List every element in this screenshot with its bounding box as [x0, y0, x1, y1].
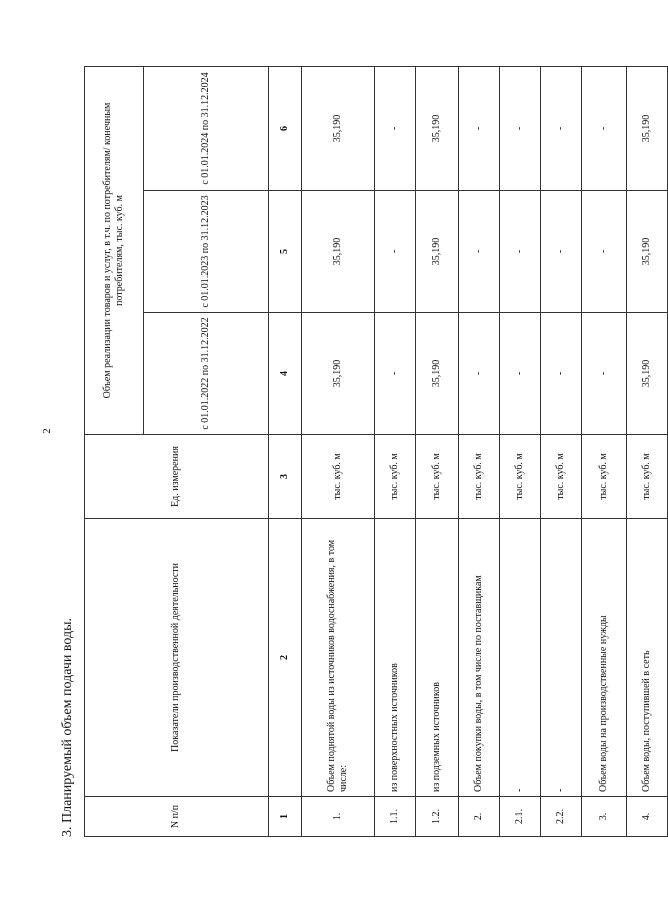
- row-unit: тыс. куб. м: [459, 435, 500, 519]
- row-value-2024: 35,190: [627, 66, 668, 190]
- table-row: [582, 66, 627, 836]
- section-heading: 3. Планируемый объем подачи воды.: [60, 617, 75, 837]
- column-number: 2: [269, 519, 302, 797]
- header-n: N п/п: [85, 797, 269, 837]
- table-row: [541, 66, 582, 836]
- row-value-2024: -: [375, 66, 416, 190]
- page-number: 2: [41, 428, 53, 434]
- header-period-2024: с 01.01.2024 по 31.12.2024: [144, 66, 269, 190]
- header-group: Объем реализации товаров и услуг, в т.ч. по потребителям/ конечным потребителям, тыс. куб. м: [85, 66, 144, 434]
- row-value-2023: -: [541, 191, 582, 313]
- row-value-2022: -: [541, 313, 582, 435]
- row-indicator: -: [541, 519, 582, 797]
- row-value-2024: 35,190: [416, 66, 459, 190]
- table-header-row: [85, 66, 144, 836]
- row-value-2024: 35,190: [302, 66, 375, 190]
- row-unit: тыс. куб. м: [500, 435, 541, 519]
- row-value-2023: -: [582, 191, 627, 313]
- row-value-2022: -: [375, 313, 416, 435]
- row-value-2024: -: [500, 66, 541, 190]
- table-row: [500, 66, 541, 836]
- column-number: 1: [269, 797, 302, 837]
- column-number: 3: [269, 435, 302, 519]
- table-row: [416, 66, 459, 836]
- header-indicator: Показатели производственной деятельности: [85, 519, 269, 797]
- row-unit: тыс. куб. м: [627, 435, 668, 519]
- row-number: 2.2.: [541, 797, 582, 837]
- header-unit: Ед. измерения: [85, 435, 269, 519]
- row-unit: тыс. куб. м: [541, 435, 582, 519]
- row-number: 4.: [627, 797, 668, 837]
- row-unit: тыс. куб. м: [302, 435, 375, 519]
- header-period-2022: с 01.01.2022 по 31.12.2022: [144, 313, 269, 435]
- column-number: 4: [269, 313, 302, 435]
- row-unit: тыс. куб. м: [416, 435, 459, 519]
- row-indicator: Объем покупки воды, в том числе по поставщикам: [459, 519, 500, 797]
- row-value-2024: -: [459, 66, 500, 190]
- row-number: 1.2.: [416, 797, 459, 837]
- row-indicator: из подземных источников: [416, 519, 459, 797]
- row-value-2024: -: [582, 66, 627, 190]
- row-value-2022: 35,190: [627, 313, 668, 435]
- row-indicator: Объем воды, поступившей в сеть: [627, 519, 668, 797]
- row-number: 2.1.: [500, 797, 541, 837]
- row-number: 1.: [302, 797, 375, 837]
- row-value-2023: 35,190: [302, 191, 375, 313]
- header-period-2023: с 01.01.2023 по 31.12.2023: [144, 191, 269, 313]
- row-value-2022: -: [459, 313, 500, 435]
- row-number: 3.: [582, 797, 627, 837]
- row-unit: тыс. куб. м: [375, 435, 416, 519]
- row-value-2022: -: [582, 313, 627, 435]
- row-value-2022: 35,190: [302, 313, 375, 435]
- row-indicator: -: [500, 519, 541, 797]
- table-row: [627, 66, 668, 836]
- table-row: [375, 66, 416, 836]
- column-number: 6: [269, 66, 302, 190]
- row-indicator: Объем поднятой воды из источников водоснабжения, в том числе:: [302, 519, 375, 797]
- row-value-2024: -: [541, 66, 582, 190]
- rotated-content: [60, 67, 652, 837]
- table-row: [459, 66, 500, 836]
- water-supply-table: [84, 66, 668, 837]
- row-number: 2.: [459, 797, 500, 837]
- column-number: 5: [269, 191, 302, 313]
- row-unit: тыс. куб. м: [582, 435, 627, 519]
- row-value-2023: -: [500, 191, 541, 313]
- row-value-2023: -: [375, 191, 416, 313]
- table-row: [302, 66, 375, 836]
- row-value-2022: -: [500, 313, 541, 435]
- column-numbers-row: [269, 66, 302, 836]
- row-value-2023: -: [459, 191, 500, 313]
- row-value-2023: 35,190: [627, 191, 668, 313]
- row-number: 1.1.: [375, 797, 416, 837]
- row-value-2023: 35,190: [416, 191, 459, 313]
- row-indicator: из поверхностных источников: [375, 519, 416, 797]
- row-value-2022: 35,190: [416, 313, 459, 435]
- row-indicator: Объем воды на производственные нужды: [582, 519, 627, 797]
